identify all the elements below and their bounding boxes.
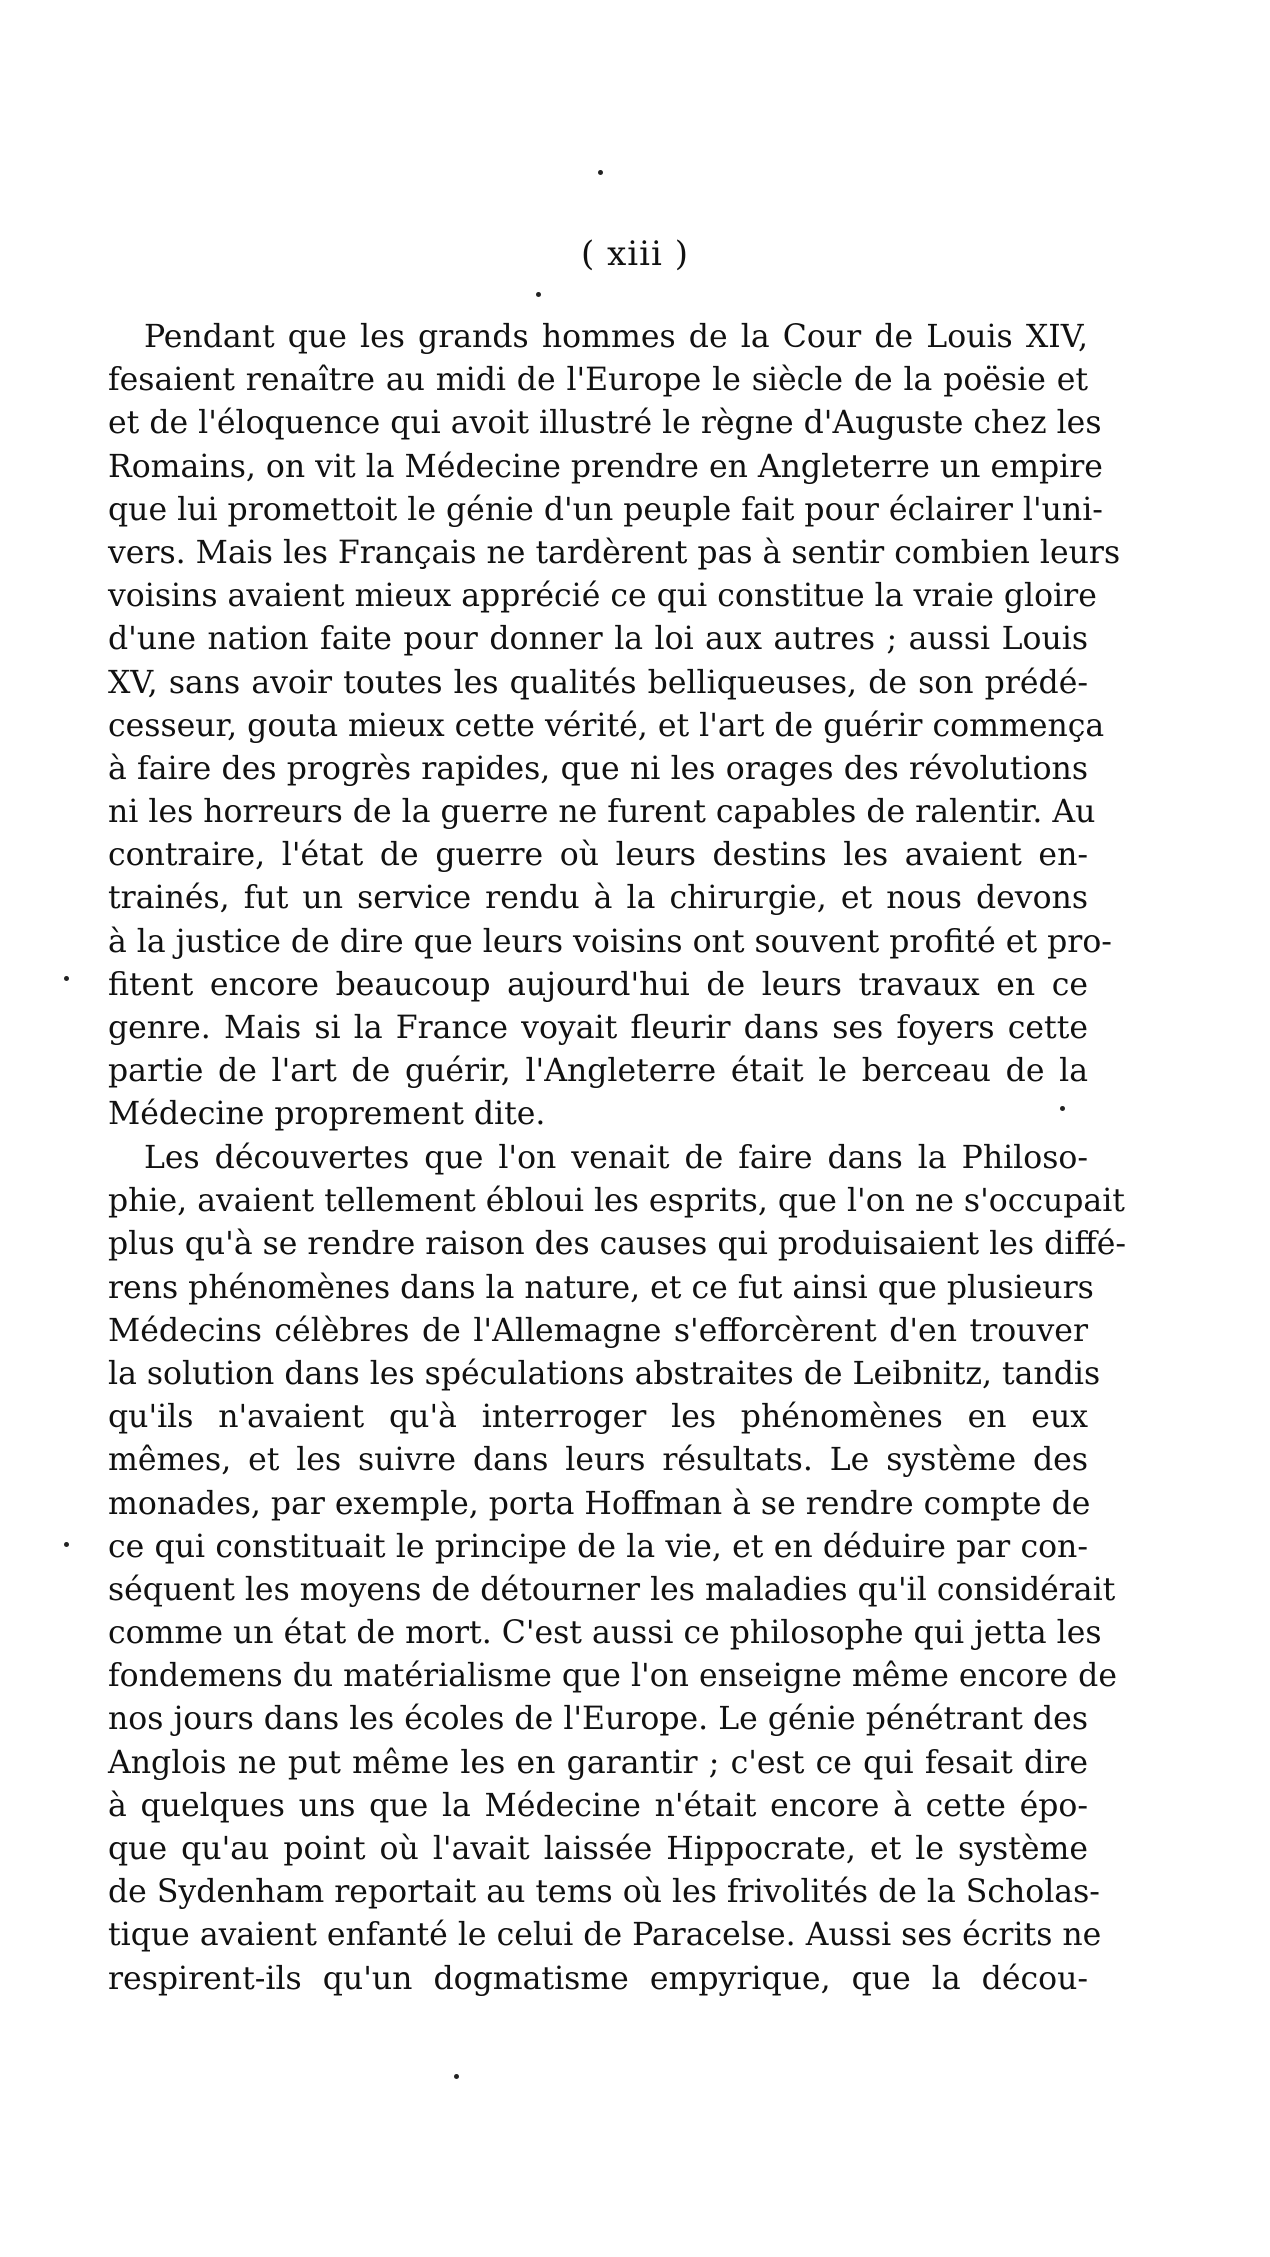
- speck-mark: [454, 2074, 459, 2079]
- text-line: la solution dans les spéculations abstraites de Leibnitz, tandis: [108, 1355, 1101, 1392]
- text-line: Anglois ne put même les en garantir ; c'est ce qui fesait dire: [108, 1744, 1088, 1781]
- speck-mark: [64, 976, 69, 981]
- text-line: à quelques uns que la Médecine n'était encore à cette épo-: [108, 1787, 1088, 1824]
- paragraph-2: [108, 1137, 1126, 2001]
- text-line: rens phénomènes dans la nature, et ce fut ainsi que plusieurs: [108, 1269, 1094, 1306]
- text-line: vers. Mais les Français ne tardèrent pas à sentir combien leurs: [108, 534, 1121, 571]
- text-line: nos jours dans les écoles de l'Europe. Le génie pénétrant des: [108, 1701, 1088, 1738]
- text-line: cesseur, gouta mieux cette vérité, et l'art de guérir commença: [108, 707, 1105, 744]
- text-line: de Sydenham reportait au tems où les frivolités de la Scholas-: [108, 1874, 1100, 1911]
- text-line: séquent les moyens de détourner les maladies qu'il considérait: [108, 1571, 1116, 1608]
- text-line: fitent encore beaucoup aujourd'hui de leurs travaux en ce: [108, 966, 1088, 1003]
- text-line: Pendant que les grands hommes de la Cour de Louis XIV,: [144, 319, 1088, 355]
- text-line: tique avaient enfanté le celui de Paracelse. Aussi ses écrits ne: [108, 1917, 1102, 1954]
- text-line: à la justice de dire que leurs voisins ont souvent profité et pro-: [108, 923, 1112, 960]
- text-line: que lui promettoit le génie d'un peuple fait pour éclairer l'uni-: [108, 491, 1103, 528]
- text-line: contraire, l'état de guerre où leurs destins les avaient en-: [108, 837, 1088, 874]
- text-line: mêmes, et les suivre dans leurs résultats. Le système des: [108, 1442, 1088, 1479]
- speck-mark: [64, 1542, 69, 1547]
- text-line: respirent-ils qu'un dogmatisme empyrique, que la décou-: [108, 1960, 1088, 1997]
- text-line: trainés, fut un service rendu à la chirurgie, et nous devons: [108, 880, 1088, 917]
- text-line: phie, avaient tellement ébloui les esprits, que l'on ne s'occupait: [108, 1183, 1125, 1220]
- text-line: ni les horreurs de la guerre ne furent capables de ralentir. Au: [108, 794, 1096, 831]
- text-line: fondemens du matérialisme que l'on enseigne même encore de: [108, 1658, 1117, 1695]
- text-line: plus qu'à se rendre raison des causes qui produisaient les diffé-: [108, 1226, 1126, 1263]
- text-line: fesaient renaître au midi de l'Europe le siècle de la poësie et: [108, 362, 1088, 399]
- text-line: voisins avaient mieux apprécié ce qui constitue la vraie gloire: [108, 578, 1097, 615]
- text-line: monades, par exemple, porta Hoffman à se rendre compte de: [108, 1485, 1091, 1522]
- text-line: Romains, on vit la Médecine prendre en Angleterre un empire: [108, 448, 1103, 485]
- text-line: XV, sans avoir toutes les qualités belliqueuses, de son prédé-: [108, 664, 1088, 701]
- text-line: à faire des progrès rapides, que ni les orages des révolutions: [108, 750, 1088, 787]
- text-line: genre. Mais si la France voyait fleurir dans ses foyers cette: [108, 1010, 1088, 1046]
- paragraph-1: [108, 316, 1121, 1137]
- text-line: Les découvertes que l'on venait de faire dans la Philoso-: [144, 1140, 1088, 1176]
- speck-mark: [598, 170, 603, 175]
- text-line: qu'ils n'avaient qu'à interroger les phénomènes en eux: [108, 1399, 1088, 1436]
- speck-mark: [536, 292, 541, 297]
- text-line: Médecine proprement dite.: [108, 1096, 546, 1133]
- text-line: et de l'éloquence qui avoit illustré le règne d'Auguste chez les: [108, 405, 1102, 442]
- speck-mark: [1060, 1106, 1065, 1111]
- text-line: ce qui constituait le principe de la vie, et en déduire par con-: [108, 1528, 1088, 1565]
- text-line: que qu'au point où l'avait laissée Hippocrate, et le système: [108, 1831, 1088, 1867]
- text-line: comme un état de mort. C'est aussi ce philosophe qui jetta les: [108, 1615, 1102, 1652]
- text-line: Médecins célèbres de l'Allemagne s'efforcèrent d'en trouver: [108, 1312, 1088, 1349]
- page-number: ( xiii ): [581, 234, 689, 274]
- text-line: d'une nation faite pour donner la loi aux autres ; aussi Louis: [108, 621, 1088, 658]
- text-line: partie de l'art de guérir, l'Angleterre était le berceau de la: [108, 1053, 1088, 1090]
